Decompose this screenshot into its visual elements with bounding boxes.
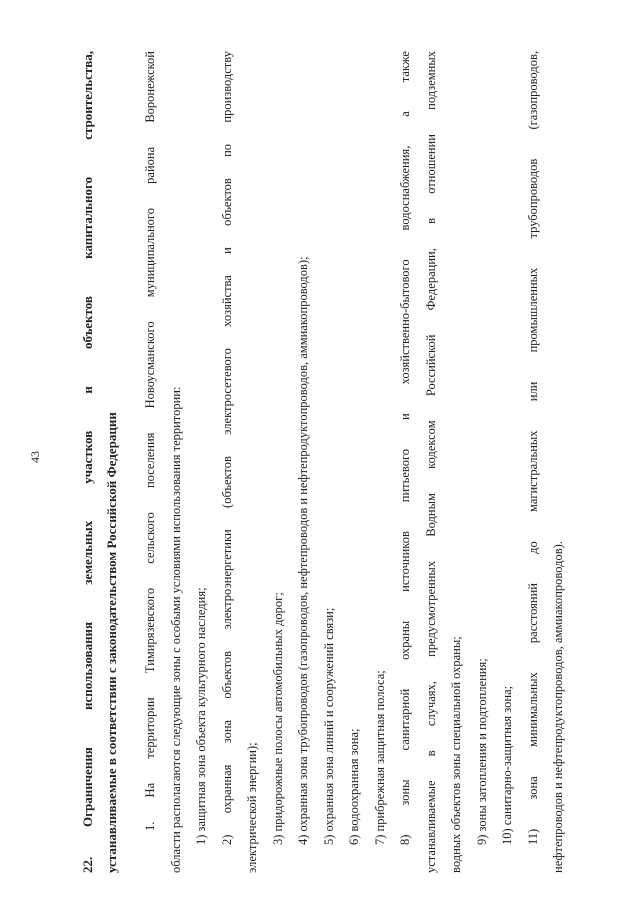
heading-line-2: устанавливаемые в соответствии с законодательством Российской Федерации bbox=[104, 412, 119, 873]
paragraph-line: 1. На территории Тимирязевского сельского поселения Новоусманского муниципального района Воронежской bbox=[143, 51, 157, 831]
list-item: 4) охранная зона трубопроводов (газопроводов, нефтепроводов и нефтепродуктопроводов, аммиакопроводов); bbox=[296, 256, 310, 845]
list-item: 7) прибрежная защитная полоса; bbox=[372, 670, 387, 845]
list-item: 11) зона минимальных расстояний до магистральных или промышленных трубопроводов (газопроводов, bbox=[525, 51, 540, 845]
section-number: 22. bbox=[80, 856, 95, 873]
list-item-continuation: устанавливаемые в случаях, предусмотренных Водным кодексом Российской Федерации, в отношении подземных bbox=[423, 51, 438, 873]
list-item: 10) санитарно-защитная зона; bbox=[500, 685, 514, 845]
body-text bbox=[138, 51, 572, 873]
page-number: 43 bbox=[28, 451, 42, 463]
list-item: 3) придорожные полосы автомобильных дорог; bbox=[270, 592, 285, 845]
rotated-page bbox=[20, 27, 580, 887]
heading-line-1 bbox=[76, 51, 100, 873]
list-item-continuation: нефтепроводов и нефтепродуктопроводов, аммиакопроводов). bbox=[551, 541, 565, 873]
section-heading bbox=[76, 51, 124, 873]
paragraph-line: области располагаются следующие зоны с особыми условиями использования территории: bbox=[168, 386, 183, 873]
list-item: 5) охранная зона линий и сооружений связи; bbox=[321, 607, 336, 845]
list-item-continuation: водных объектов зоны специальной охраны; bbox=[449, 636, 463, 873]
list-item-continuation: электрической энергии); bbox=[245, 742, 259, 873]
heading-text-1: Ограничения использования земельных участков и объектов капитального строительства, bbox=[80, 51, 95, 827]
list-item: 9) зоны затопления и подтопления; bbox=[474, 658, 489, 845]
list-item: 1) защитная зона объекта культурного наследия; bbox=[194, 587, 208, 845]
list-item: 2) охранная зона объектов электроэнергетики (объектов электросетевого хозяйства и объектов по производству bbox=[219, 51, 234, 845]
list-item: 8) зоны санитарной охраны источников питьевого и хозяйственно-бытового водоснабжения, а также bbox=[398, 51, 412, 845]
list-item: 6) водоохранная зона; bbox=[347, 728, 361, 845]
